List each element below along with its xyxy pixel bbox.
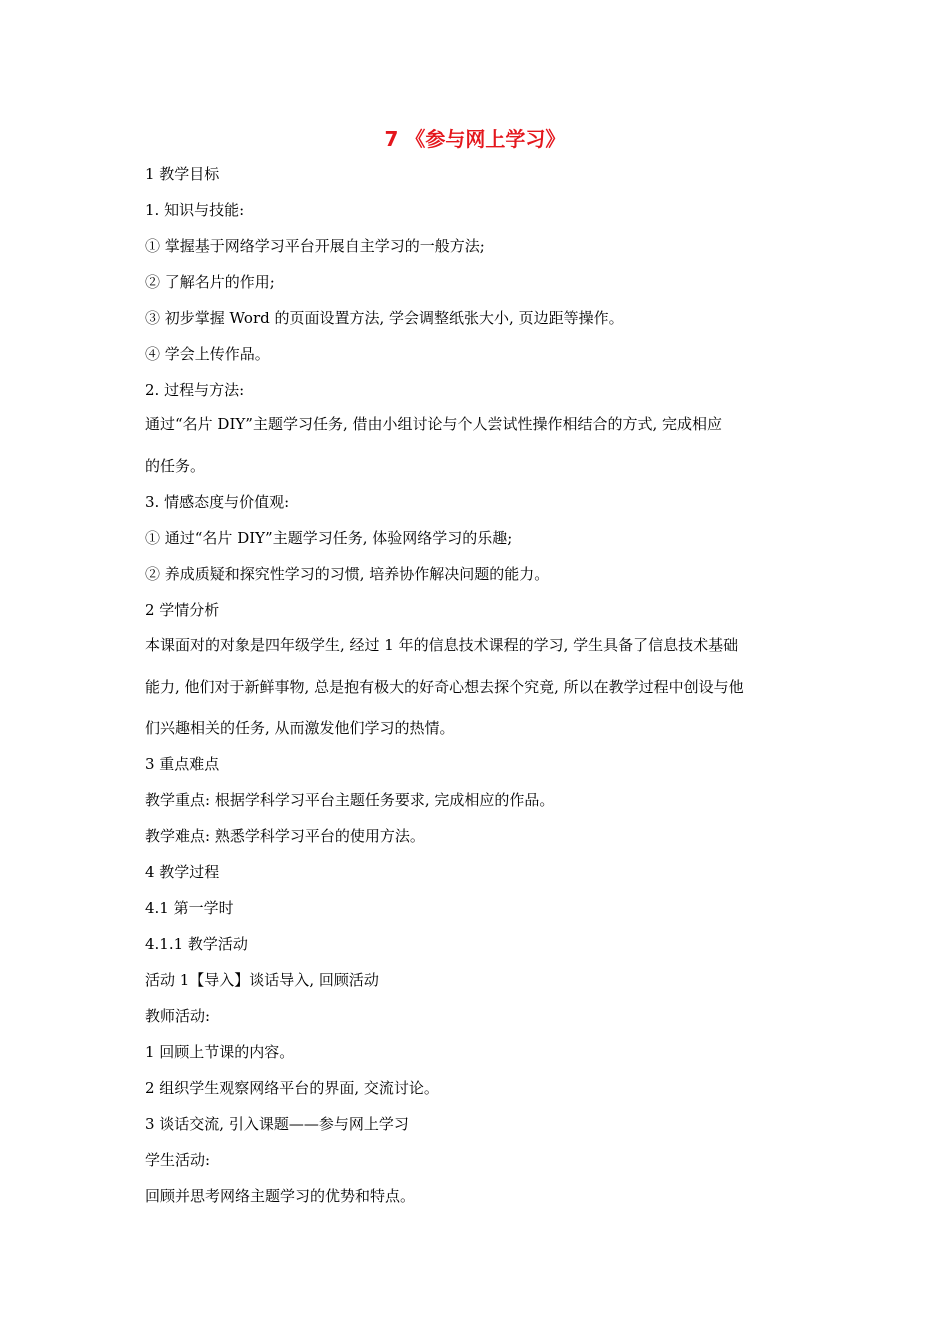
paragraph-line: 回顾并思考网络主题学习的优势和特点。	[145, 1187, 416, 1205]
subheading-knowledge-skills: 1. 知识与技能:	[145, 201, 245, 219]
paragraph-line: 本课面对的对象是四年级学生, 经过 1 年的信息技术课程的学习, 学生具备了信息技术基础	[145, 636, 739, 654]
list-item: ② 养成质疑和探究性学习的习惯, 培养协作解决问题的能力。	[145, 565, 550, 583]
list-item: 1 回顾上节课的内容。	[145, 1043, 295, 1061]
paragraph-line: 的任务。	[145, 457, 206, 475]
list-item: ③ 初步掌握 Word 的页面设置方法, 学会调整纸张大小, 页边距等操作。	[145, 309, 624, 327]
heading-teaching-objectives: 1 教学目标	[145, 165, 220, 183]
heading-learner-analysis: 2 学情分析	[145, 601, 220, 619]
paragraph-line: 能力, 他们对于新鲜事物, 总是抱有极大的好奇心想去探个究竟, 所以在教学过程中创设与他	[145, 678, 744, 696]
list-item: 3 谈话交流, 引入课题——参与网上学习	[145, 1115, 409, 1133]
list-item: ② 了解名片的作用;	[145, 273, 275, 291]
subheading-attitudes-values: 3. 情感态度与价值观:	[145, 493, 290, 511]
heading-key-difficulties: 3 重点难点	[145, 755, 220, 773]
label-teacher-activity: 教师活动:	[145, 1007, 211, 1025]
paragraph-line: 们兴趣相关的任务, 从而激发他们学习的热情。	[145, 719, 455, 737]
label-student-activity: 学生活动:	[145, 1151, 211, 1169]
subheading-process-methods: 2. 过程与方法:	[145, 381, 245, 399]
subheading-first-period: 4.1 第一学时	[145, 899, 234, 917]
paragraph-line: 通过“名片 DIY”主题学习任务, 借由小组讨论与个人尝试性操作相结合的方式, 完成相应	[145, 415, 723, 433]
document-title: 7 《参与网上学习》	[384, 127, 566, 151]
list-item: ① 通过“名片 DIY”主题学习任务, 体验网络学习的乐趣;	[145, 529, 513, 547]
subheading-teaching-activities: 4.1.1 教学活动	[145, 935, 248, 953]
heading-teaching-process: 4 教学过程	[145, 863, 220, 881]
list-item: ④ 学会上传作品。	[145, 345, 270, 363]
paragraph-line: 教学难点: 熟悉学科学习平台的使用方法。	[145, 827, 425, 845]
activity-title: 活动 1【导入】谈话导入, 回顾活动	[145, 971, 379, 989]
list-item: 2 组织学生观察网络平台的界面, 交流讨论。	[145, 1079, 439, 1097]
list-item: ① 掌握基于网络学习平台开展自主学习的一般方法;	[145, 237, 485, 255]
paragraph-line: 教学重点: 根据学科学习平台主题任务要求, 完成相应的作品。	[145, 791, 555, 809]
